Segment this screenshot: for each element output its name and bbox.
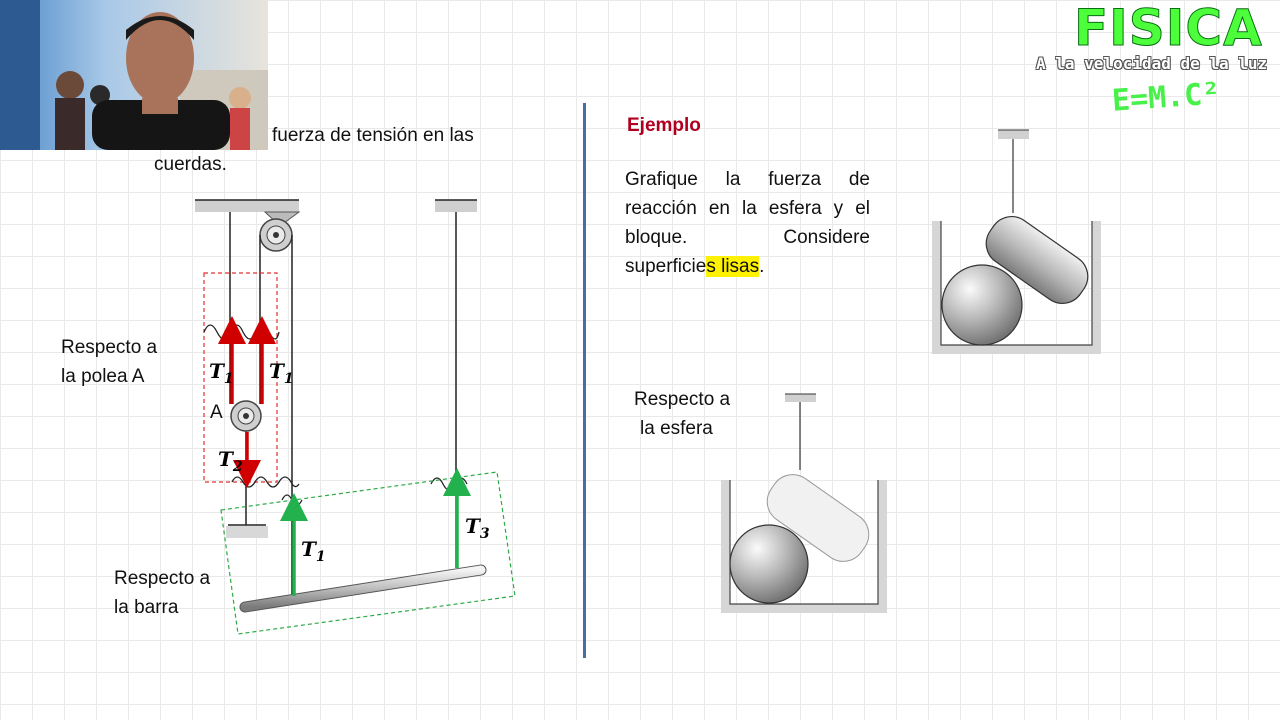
label-t1-left: $T_1$ — [209, 359, 234, 387]
bar-label-line2: la barra — [114, 597, 179, 618]
fixed-pulley — [260, 219, 292, 251]
highlight-lisas: s lisas — [706, 256, 760, 277]
statement-line4: superficies lisas. — [625, 256, 765, 277]
sphere-top — [942, 265, 1022, 345]
statement-line2: reacción en la esfera y el — [625, 198, 870, 219]
brand-title: FISICA — [1074, 0, 1263, 57]
panel-divider — [583, 103, 586, 658]
sphere-label-line1: Respecto a — [634, 389, 731, 410]
bar-free-body-box — [221, 472, 515, 634]
hanging-plate — [226, 526, 268, 538]
brand-tagline: A la velocidad de la luz — [1036, 54, 1268, 73]
pulley-a — [231, 401, 261, 431]
bar-label-line1: Respecto a — [114, 568, 211, 589]
example-statement — [625, 165, 870, 281]
pulley-point-label: A — [210, 402, 223, 423]
label-t2: $T_2$ — [218, 447, 243, 475]
horizontal-bar — [245, 570, 481, 607]
brand-formula: E=M.C² — [1110, 76, 1222, 119]
sphere-isolated — [730, 525, 808, 603]
intro-text-line2: cuerdas. — [154, 154, 227, 175]
ceiling-support-right — [435, 200, 477, 212]
sphere-label-line2: la esfera — [640, 418, 713, 439]
intro-text-line1: fuerza de tensión en las — [272, 125, 474, 146]
label-t3: $T_3$ — [465, 514, 490, 542]
container-diagram-sphere — [715, 390, 895, 620]
pulley-label-line2: la polea A — [61, 366, 145, 387]
label-t1-bar: $T_1$ — [301, 537, 326, 565]
example-title: Ejemplo — [627, 115, 701, 136]
statement-line1: Grafique la fuerza de — [625, 169, 870, 190]
cut-mark-top — [204, 325, 279, 339]
container-diagram-top — [925, 125, 1110, 360]
pulley-system-diagram — [0, 0, 580, 720]
pulley-label-line1: Respecto a — [61, 337, 158, 358]
statement-line3: bloque. Considere — [625, 227, 870, 248]
ceiling-support-left — [195, 200, 299, 212]
label-t1-right: $T_1$ — [269, 359, 294, 387]
